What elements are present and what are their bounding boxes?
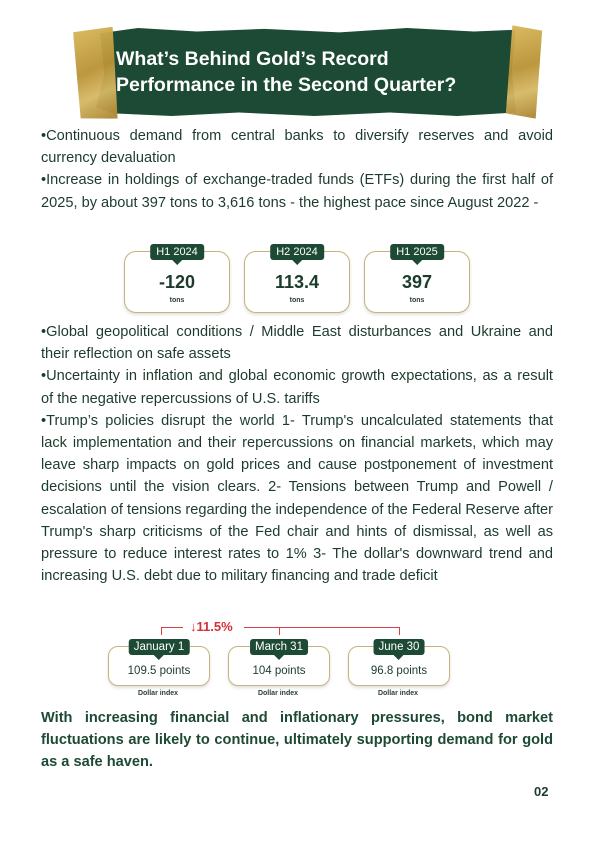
page-number: 02 [534,784,549,799]
page-title-line-1: What’s Behind Gold’s Record [116,48,389,70]
dollar-card-june [348,641,450,686]
dollar-card-january [108,641,210,686]
dollar-change-badge: ↓11.5% [187,619,236,635]
bullet-central-banks: •Continuous demand from central banks to diversify reserves and avoid currency devaluation [41,128,553,167]
dollar-value: 104 points [252,665,306,677]
bullet-geopolitics: •Global geopolitical conditions / Middle East disturbances and Ukraine and their reflection on safe assets [41,324,553,363]
timeline-bracket-right [244,627,400,628]
intro-points [41,125,553,214]
bullet-inflation-uncertainty: •Uncertainty in inflation and global economic growth expectations, as a result of the negative repercussions of U.S. tariffs [41,368,553,407]
stat-value: -120 [158,272,196,292]
stat-card-h1-2024 [124,246,230,313]
stat-card-h2-2024 [244,246,350,313]
dollar-value: 109.5 points [127,665,191,677]
dollar-caption: Dollar index [137,690,179,697]
gold-tape-left [73,27,119,122]
conclusion-text: With increasing financial and inflationary pressures, bond market fluctuations are likely to continue, ultimately supporting demand for gold as a safe haven. [41,710,553,771]
dollar-date: January 1 [129,639,190,655]
timeline-bracket-left [161,627,183,628]
stat-card-h1-2025 [364,246,470,313]
stat-value: 397 [401,272,433,292]
dollar-caption: Dollar index [377,690,419,697]
dollar-caption: Dollar index [257,690,299,697]
stat-unit: tons [409,297,425,304]
dollar-date: June 30 [374,639,425,655]
stat-unit: tons [289,297,305,304]
dollar-card-march [228,641,330,686]
stat-value: 113.4 [274,272,320,292]
more-points [41,321,553,587]
timeline-tick-end [399,627,400,635]
page-title-line-2: Performance in the Second Quarter? [116,74,457,96]
timeline-tick-middle [279,627,280,635]
stat-unit: tons [169,297,185,304]
bullet-trump-policies: •Trump’s policies disrupt the world 1- Trump's uncalculated statements that lack implementation and their repercussions on financial markets, which may leave sharp impacts on gold prices and cause postponement of investment decisions until the vision clears. 2- Tensions between Trump and Powell / escalation of tensions regarding the independence of the Federal Reserve after Trump's sharp criticisms of the Fed chair and hints of dismissal, as well as pressure to reduce interest rates to 1% 3- The dollar's downward trend and increasing U.S. debt due to military financing and trade deficit [41,412,553,585]
stat-label: H1 2025 [390,244,444,260]
page-title [116,46,516,98]
timeline-tick-start [161,627,162,635]
dollar-date: March 31 [250,639,308,655]
bullet-etf-holdings: •Increase in holdings of exchange-traded funds (ETFs) during the first half of 2025, by about 397 tons to 3,616 tons - the highest pace since August 2022 - [41,172,553,211]
stat-label: H1 2024 [150,244,204,260]
stat-label: H2 2024 [270,244,324,260]
dollar-value: 96.8 points [370,665,428,677]
